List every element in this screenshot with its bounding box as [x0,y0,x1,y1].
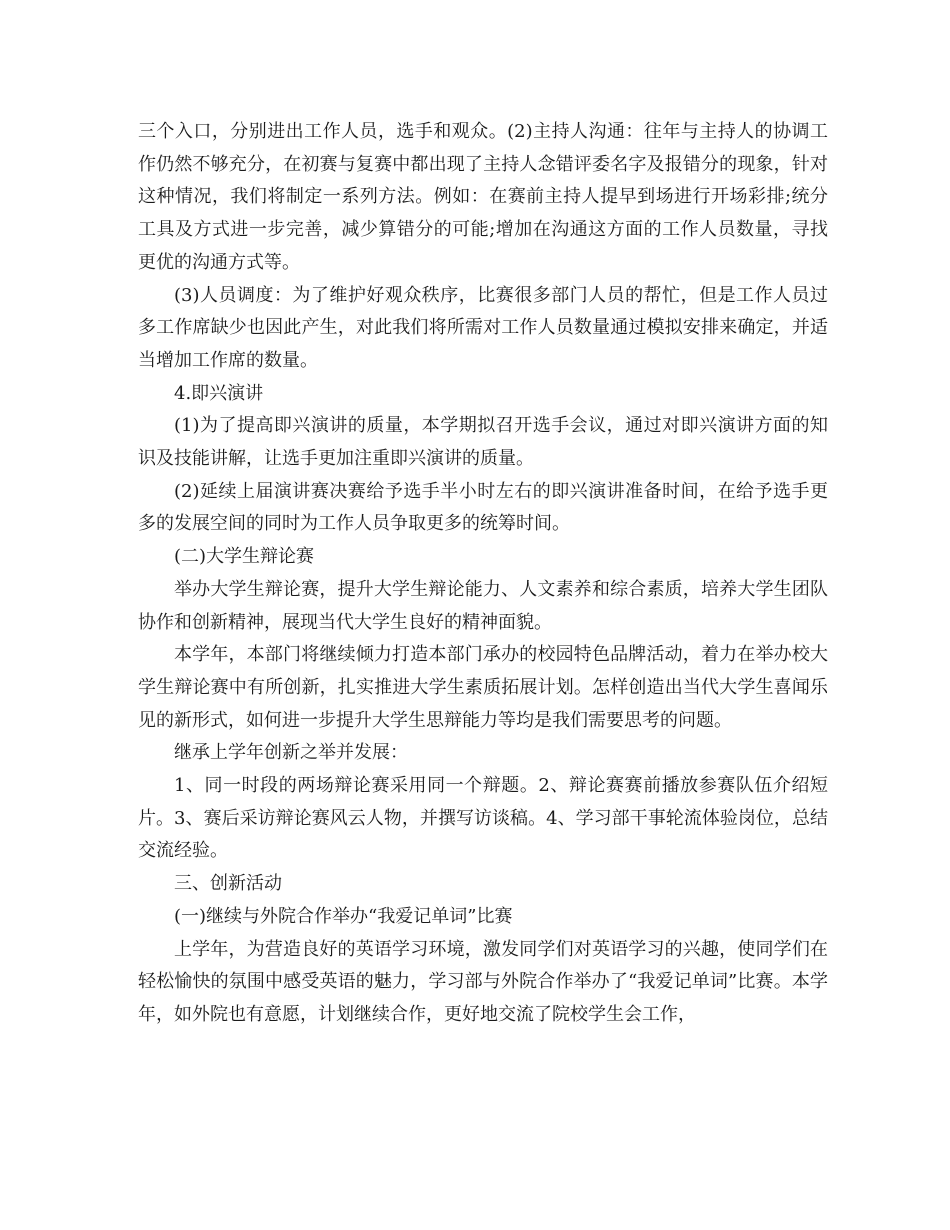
section-heading: (一)继续与外院合作举办“我爱记单词”比赛 [174,905,513,927]
section-heading: (二)大学生辩论赛 [174,546,315,568]
paragraph: 1、同一时段的两场辩论赛采用同一个辩题。2、辩论赛赛前播放参赛队伍介绍短片。3、赛后采访辩论赛风云人物，并撰写访谈稿。4、学习部干事轮流体验岗位，总结交流经验。 [138,775,828,862]
paragraph: (2)延续上届演讲赛决赛给予选手半小时左右的即兴演讲准备时间，在给予选手更多的发展空间的同时为工作人员争取更多的统筹时间。 [138,480,828,535]
paragraph: 上学年，为营造良好的英语学习环境，激发同学们对英语学习的兴趣，使同学们在轻松愉快的氛围中感受英语的魅力，学习部与外院合作举办了“我爱记单词”比赛。本学年，如外院也有意愿，计划继续合作，更好地交流了院校学生会工作， [138,938,828,1025]
section-heading: 4.即兴演讲 [174,382,264,404]
paragraph: 举办大学生辩论赛，提升大学生辩论能力、人文素养和综合素质，培养大学生团队协作和创新精神，展现当代大学生良好的精神面貌。 [138,578,828,633]
paragraph: (3)人员调度：为了维护好观众秩序，比赛很多部门人员的帮忙，但是工作人员过多工作席缺少也因此产生，对此我们将所需对工作人员数量通过模拟安排来确定，并适当增加工作席的数量。 [138,284,828,371]
section-heading: 三、创新活动 [174,873,282,895]
document-body [138,116,828,1032]
paragraph: (1)为了提高即兴演讲的质量，本学期拟召开选手会议，通过对即兴演讲方面的知识及技能讲解，让选手更加注重即兴演讲的质量。 [138,415,828,470]
paragraph: 继承上学年创新之举并发展： [174,742,408,764]
paragraph: 本学年，本部门将继续倾力打造本部门承办的校园特色品牌活动，着力在举办校大学生辩论赛中有所创新，扎实推进大学生素质拓展计划。怎样创造出当代大学生喜闻乐见的新形式，如何进一步提升大学生思辩能力等均是我们需要思考的问题。 [138,644,828,731]
paragraph: 三个入口，分别进出工作人员，选手和观众。(2)主持人沟通：往年与主持人的协调工作仍然不够充分，在初赛与复赛中都出现了主持人念错评委名字及报错分的现象，针对这种情况，我们将制定一系列方法。例如：在赛前主持人提早到场进行开场彩排;统分工具及方式进一步完善，减少算错分的可能;增加在沟通这方面的工作人员数量，寻找更优的沟通方式等。 [138,121,828,273]
